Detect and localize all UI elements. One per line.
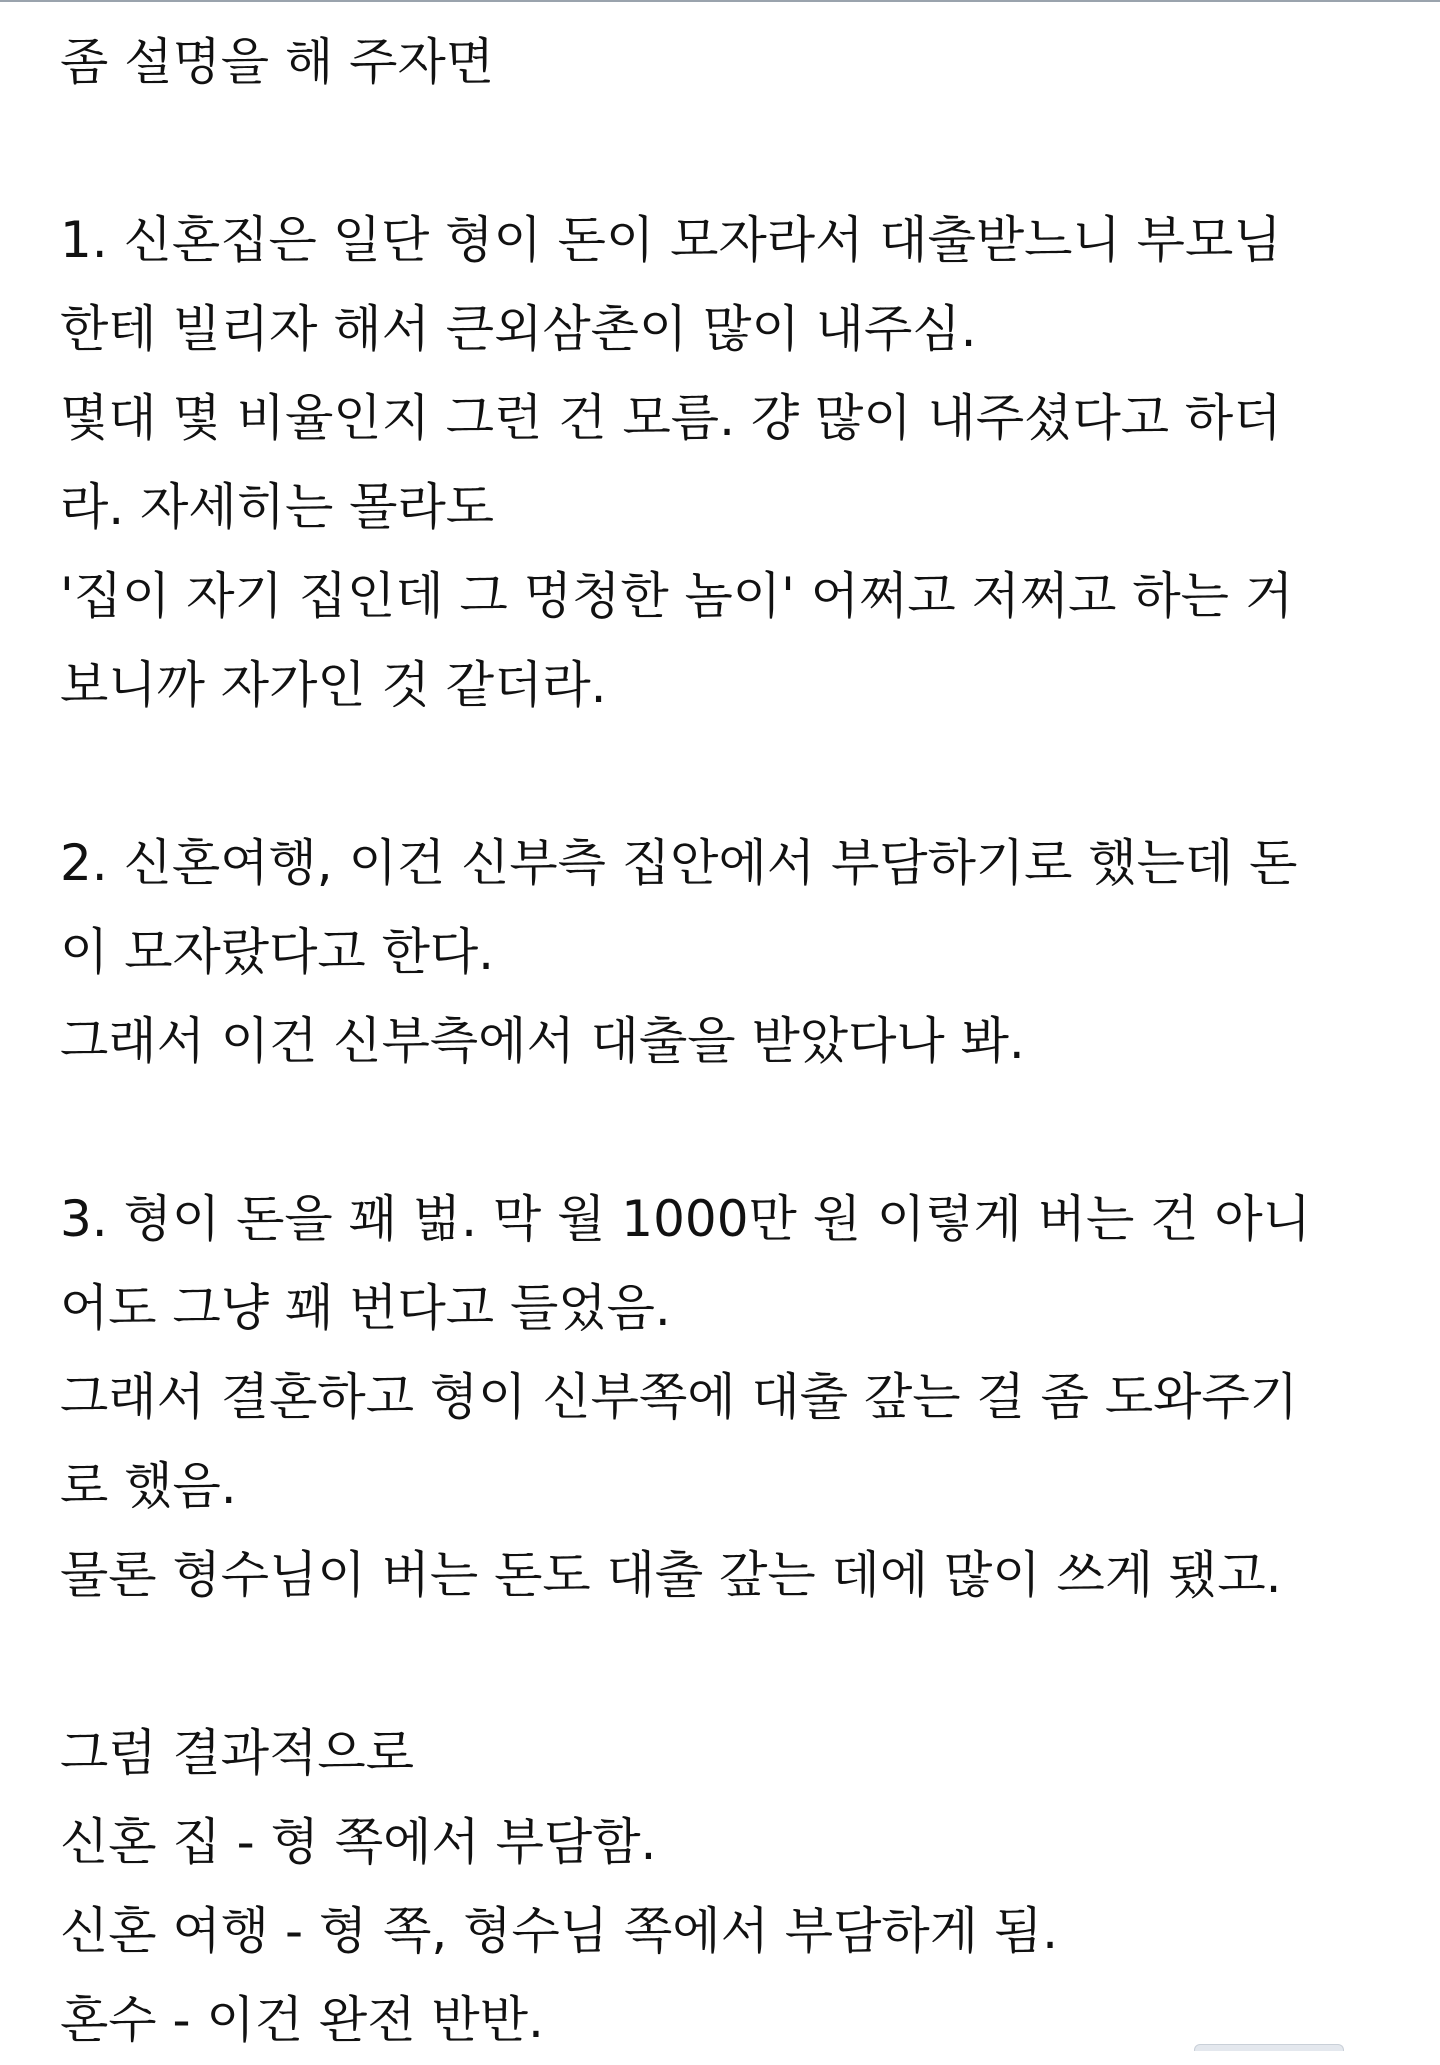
text-line: 보니까 자가인 것 같더라.: [60, 656, 607, 714]
text-line: 그럼 결과적으로: [60, 1724, 414, 1782]
text-line: 좀 설명을 해 주자면: [60, 33, 495, 91]
text-line: 로 했음.: [60, 1457, 237, 1515]
blank-line: [60, 1086, 1390, 1175]
text-line: 3. 형이 돈을 꽤 벎. 막 월 1000만 원 이렇게 버는 건 아니: [60, 1190, 1311, 1248]
text-line: 1. 신혼집은 일단 형이 돈이 모자라서 대출받느니 부모님: [60, 211, 1282, 269]
text-line: 이 모자랐다고 한다.: [60, 923, 495, 981]
text-line: 그래서 결혼하고 형이 신부쪽에 대출 갚는 걸 좀 도와주기: [60, 1368, 1299, 1426]
blank-line: [60, 730, 1390, 819]
text-line: 그래서 이건 신부측에서 대출을 받았다나 봐.: [60, 1012, 1025, 1070]
text-line: 어도 그냥 꽤 번다고 들었음.: [60, 1279, 671, 1337]
text-line: 2. 신혼여행, 이건 신부측 집안에서 부담하기로 했는데 돈: [60, 834, 1298, 892]
text-line: 라. 자세히는 몰라도: [60, 478, 495, 536]
text-line: 한테 빌리자 해서 큰외삼촌이 많이 내주심.: [60, 300, 977, 358]
post-body: [60, 18, 1390, 2065]
text-line: 혼수 - 이건 완전 반반.: [60, 1991, 544, 2049]
text-line: 물론 형수님이 버는 돈도 대출 갚는 데에 많이 쓰게 됐고.: [60, 1546, 1282, 1604]
blank-line: [60, 107, 1390, 196]
scroll-handle[interactable]: [1194, 2044, 1344, 2051]
text-line: 몇대 몇 비율인지 그런 건 모름. 걍 많이 내주셨다고 하더: [60, 389, 1282, 447]
text-line: '집이 자기 집인데 그 멍청한 놈이' 어쩌고 저쩌고 하는 거: [60, 567, 1294, 625]
text-line: 신혼 여행 - 형 쪽, 형수님 쪽에서 부담하게 됨.: [60, 1902, 1059, 1960]
blank-line: [60, 1620, 1390, 1709]
text-line: 신혼 집 - 형 쪽에서 부담함.: [60, 1813, 657, 1871]
top-divider: [0, 0, 1440, 2]
